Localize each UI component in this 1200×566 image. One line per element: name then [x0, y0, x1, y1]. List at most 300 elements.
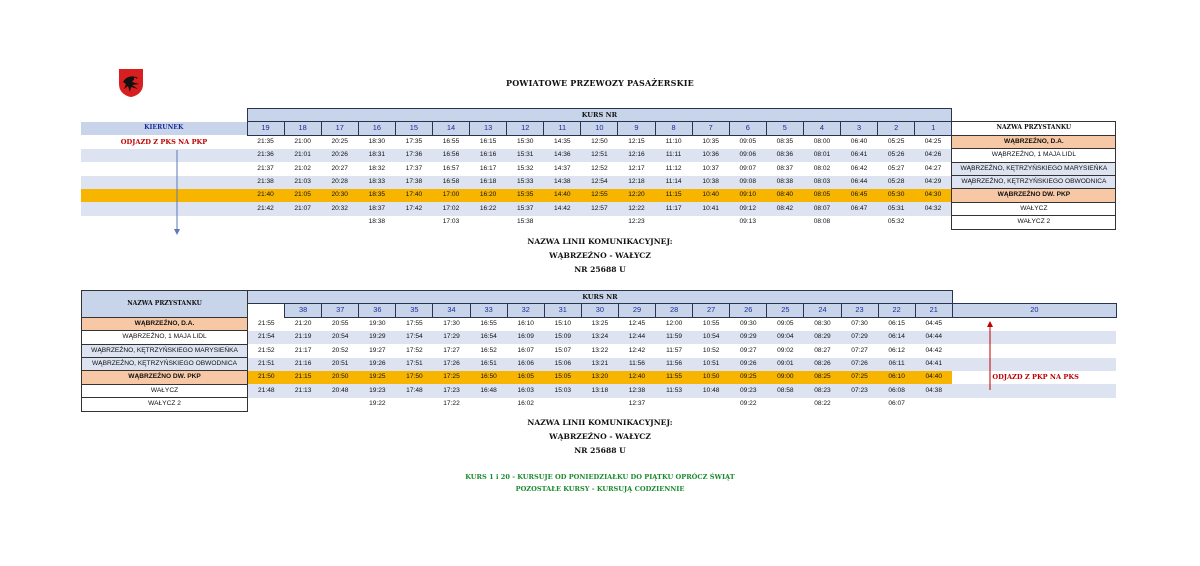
- course-number: 3: [841, 122, 878, 135]
- time-cell: 16:17: [479, 164, 497, 172]
- course-number: 28: [656, 304, 693, 317]
- line-number: NR 25688 U: [574, 265, 626, 274]
- time-cell: 21:36: [247, 149, 284, 162]
- time-cell: 08:00: [813, 138, 831, 146]
- time-cell: 10:41: [692, 202, 729, 215]
- table-row: [81, 176, 1116, 189]
- time-cell: [581, 216, 618, 229]
- time-cell: 10:36: [692, 149, 729, 162]
- time-cell: 16:03: [507, 384, 544, 397]
- time-cell: [544, 216, 581, 229]
- stop-name: WĄBRZEŹNO, KĘTRZYŃSKIEGO MARYSIEŃKA: [82, 344, 248, 357]
- time-cell: 08:42: [766, 202, 803, 215]
- course-number: 29: [618, 304, 655, 317]
- course-number: 23: [841, 304, 878, 317]
- course-number: 38: [285, 304, 322, 317]
- time-cell: 05:28: [878, 176, 915, 189]
- course-number: 30: [581, 304, 618, 317]
- course-number: 2: [878, 122, 915, 135]
- time-cell: 06:44: [841, 176, 878, 189]
- time-cell: 09:01: [767, 358, 804, 371]
- time-cell: 21:00: [294, 138, 311, 146]
- time-cell: 17:27: [443, 346, 460, 354]
- time-cell: 13:22: [591, 346, 609, 354]
- direction-cell: [81, 162, 247, 175]
- course-number: 17: [321, 122, 358, 135]
- direction-cell: [81, 176, 247, 189]
- table-row: [81, 162, 1116, 175]
- time-cell: 21:17: [294, 346, 312, 354]
- time-cell: 04:32: [915, 202, 952, 215]
- time-cell: 07:23: [841, 384, 878, 397]
- time-cell: 11:56: [618, 358, 655, 371]
- time-cell: 16:09: [507, 331, 544, 344]
- course-number: 36: [359, 304, 396, 317]
- time-cell: 09:05: [739, 138, 757, 146]
- time-cell: 06:40: [850, 138, 868, 146]
- course-number: 27: [693, 304, 730, 317]
- time-cell: 08:38: [766, 176, 803, 189]
- time-cell: [285, 398, 322, 411]
- time-cell: 05:27: [887, 164, 905, 172]
- table-row: [81, 135, 1116, 148]
- time-cell: 08:37: [776, 164, 794, 172]
- table-row: [82, 344, 1117, 357]
- time-cell: 08:25: [804, 371, 841, 384]
- time-cell: 08:07: [803, 202, 840, 215]
- time-cell: 04:41: [915, 358, 952, 371]
- time-cell: 20:51: [322, 358, 359, 371]
- time-cell: 08:58: [767, 384, 804, 397]
- time-cell: 08:40: [766, 189, 803, 202]
- timetable-1: [81, 108, 1116, 230]
- note-other-courses: POZOSTAŁE KURSY - KURSUJĄ CODZIENNIE: [515, 485, 685, 493]
- time-cell: 15:06: [544, 358, 581, 371]
- direction-cell: [952, 331, 1116, 344]
- course-number: 5: [766, 122, 803, 135]
- time-cell: 19:25: [359, 371, 396, 384]
- direction-label: ODJAZD Z PKP NA PKS: [952, 371, 1116, 384]
- time-cell: 09:26: [730, 358, 767, 371]
- direction-cell: [81, 202, 247, 215]
- time-cell: 12:20: [618, 189, 655, 202]
- time-cell: 18:30: [368, 138, 386, 146]
- timetable-2: [81, 290, 1117, 412]
- time-cell: [766, 216, 803, 229]
- course-number: 4: [803, 122, 840, 135]
- time-cell: 04:38: [915, 384, 952, 397]
- line-label: NAZWA LINII KOMUNIKACYJNEJ:: [527, 237, 673, 246]
- time-cell: 04:42: [925, 346, 943, 354]
- time-cell: 15:30: [516, 138, 534, 146]
- time-cell: 21:01: [284, 149, 321, 162]
- time-cell: 20:25: [331, 138, 348, 146]
- time-cell: 16:51: [470, 358, 507, 371]
- time-cell: 12:42: [628, 346, 646, 354]
- time-cell: 06:42: [850, 164, 868, 172]
- time-cell: 12:37: [618, 398, 655, 411]
- time-cell: 06:47: [841, 202, 878, 215]
- stop-name: WĄBRZEŹNO, D.A.: [952, 135, 1116, 148]
- time-cell: 17:52: [406, 346, 423, 354]
- time-cell: 06:07: [878, 398, 915, 411]
- time-cell: 11:11: [655, 149, 692, 162]
- course-number: 26: [730, 304, 767, 317]
- time-cell: 08:03: [803, 176, 840, 189]
- time-cell: 17:54: [396, 331, 433, 344]
- time-cell: 20:30: [321, 189, 358, 202]
- time-cell: 17:55: [406, 320, 423, 328]
- time-cell: 12:15: [628, 138, 645, 146]
- time-cell: 11:15: [655, 189, 692, 202]
- time-cell: 17:36: [395, 149, 432, 162]
- stop-name: WĄBRZEŹNO, 1 MAJA LIDL: [952, 149, 1116, 162]
- time-cell: 05:25: [887, 138, 905, 146]
- time-cell: [841, 216, 878, 229]
- time-cell: 12:00: [665, 320, 683, 328]
- line-name: WĄBRZEŹNO - WAŁYCZ: [549, 251, 651, 260]
- time-cell: 09:04: [767, 331, 804, 344]
- course-number: 34: [433, 304, 470, 317]
- time-cell: 16:05: [507, 371, 544, 384]
- kurs-nr-header: KURS NR: [248, 291, 953, 304]
- time-cell: 12:17: [628, 164, 645, 172]
- time-cell: 09:30: [740, 320, 757, 328]
- time-cell: 04:30: [915, 189, 952, 202]
- course-number: 18: [284, 122, 321, 135]
- time-cell: 15:37: [507, 202, 544, 215]
- time-cell: 10:38: [692, 176, 729, 189]
- time-cell: 12:44: [618, 331, 655, 344]
- time-cell: 04:27: [924, 164, 942, 172]
- time-cell: 21:05: [284, 189, 321, 202]
- course-number: 13: [470, 122, 507, 135]
- time-cell: 09:02: [777, 346, 794, 354]
- time-cell: 12:38: [618, 384, 655, 397]
- time-cell: 12:23: [618, 216, 655, 229]
- time-cell: 17:35: [405, 138, 423, 146]
- time-cell: 15:35: [507, 189, 544, 202]
- time-cell: [284, 216, 321, 229]
- stop-name: WĄBRZEŹNO DW. PKP: [952, 189, 1116, 202]
- time-cell: 14:38: [544, 176, 581, 189]
- time-cell: 10:35: [702, 138, 719, 146]
- time-cell: 06:08: [878, 384, 915, 397]
- time-cell: 10:48: [693, 384, 730, 397]
- time-cell: 15:07: [554, 346, 572, 354]
- time-cell: [321, 216, 358, 229]
- time-cell: 05:30: [878, 189, 915, 202]
- time-cell: 05:31: [878, 202, 915, 215]
- time-cell: 06:15: [888, 320, 905, 328]
- table-row: [82, 358, 1117, 371]
- time-cell: 04:45: [925, 320, 943, 328]
- time-cell: 20:26: [321, 149, 358, 162]
- time-cell: 09:22: [730, 398, 767, 411]
- time-cell: 21:50: [248, 371, 285, 384]
- time-cell: 15:05: [544, 371, 581, 384]
- time-cell: 06:11: [878, 358, 915, 371]
- time-cell: [544, 398, 581, 411]
- course-number: 22: [878, 304, 915, 317]
- time-cell: 16:52: [480, 346, 497, 354]
- time-cell: 09:07: [739, 164, 757, 172]
- course-number: 9: [618, 122, 655, 135]
- time-cell: 12:18: [618, 176, 655, 189]
- time-cell: 08:36: [766, 149, 803, 162]
- course-number: 19: [247, 122, 284, 135]
- direction-header: KIERUNEK: [81, 122, 247, 135]
- table-row: [82, 331, 1117, 344]
- direction-cell: [952, 317, 1116, 330]
- time-cell: 16:10: [517, 320, 534, 328]
- time-cell: 14:42: [544, 202, 581, 215]
- line-number: NR 25688 U: [574, 446, 626, 455]
- time-cell: 08:30: [814, 320, 831, 328]
- time-cell: [395, 216, 432, 229]
- time-cell: 20:55: [331, 320, 349, 328]
- time-cell: 09:29: [730, 331, 767, 344]
- time-cell: 05:26: [878, 149, 915, 162]
- table-row: [81, 202, 1116, 215]
- time-cell: 16:07: [517, 346, 534, 354]
- line-name: WĄBRZEŹNO - WAŁYCZ: [549, 432, 651, 441]
- time-cell: 10:40: [692, 189, 729, 202]
- stop-name: WĄBRZEŹNO, KĘTRZYŃSKIEGO OBWODNICA: [952, 176, 1116, 189]
- down-arrow-icon: [172, 150, 182, 236]
- time-cell: [470, 216, 507, 229]
- time-cell: 08:01: [803, 149, 840, 162]
- stops-header: NAZWA PRZYSTANKU: [952, 122, 1116, 135]
- table-row: [82, 371, 1117, 384]
- time-cell: 17:38: [395, 176, 432, 189]
- time-cell: 07:27: [851, 346, 868, 354]
- time-cell: [247, 216, 284, 229]
- time-cell: 17:30: [443, 320, 460, 328]
- time-cell: 21:03: [284, 176, 321, 189]
- direction-cell: [952, 344, 1116, 357]
- stops-header: NAZWA PRZYSTANKU: [82, 291, 248, 318]
- time-cell: 13:21: [581, 358, 618, 371]
- course-number: 7: [692, 122, 729, 135]
- time-cell: 12:16: [618, 149, 655, 162]
- course-number: 25: [767, 304, 804, 317]
- time-cell: 16:57: [442, 164, 460, 172]
- time-cell: 09:23: [730, 384, 767, 397]
- time-cell: 11:57: [666, 346, 683, 354]
- note-course-1-20: KURS 1 i 20 - KURSUJE OD PONIEDZIAŁKU DO PIĄTKU OPRÓCZ ŚWIĄT: [465, 473, 735, 481]
- course-number: 32: [507, 304, 544, 317]
- time-cell: 19:26: [359, 358, 396, 371]
- time-cell: 04:40: [915, 371, 952, 384]
- stop-name: WAŁYCZ: [82, 384, 248, 397]
- course-number: 8: [655, 122, 692, 135]
- time-cell: 09:05: [777, 320, 794, 328]
- time-cell: 12:51: [581, 149, 618, 162]
- time-cell: 20:27: [331, 164, 348, 172]
- time-cell: 20:54: [322, 331, 359, 344]
- time-cell: 11:59: [656, 331, 693, 344]
- time-cell: 19:22: [359, 398, 396, 411]
- time-cell: 21:55: [258, 319, 275, 327]
- time-cell: 18:31: [358, 149, 395, 162]
- time-cell: 14:35: [554, 138, 571, 146]
- time-cell: 06:12: [888, 346, 905, 354]
- time-cell: 08:08: [803, 216, 840, 229]
- kurs-nr-header: KURS NR: [247, 109, 952, 122]
- direction-cell: [81, 149, 247, 162]
- stop-name: WĄBRZEŹNO, D.A.: [82, 317, 248, 330]
- time-cell: 17:22: [433, 398, 470, 411]
- time-cell: 12:22: [618, 202, 655, 215]
- time-cell: 19:30: [369, 320, 386, 328]
- time-cell: 21:02: [294, 164, 311, 172]
- time-cell: [655, 216, 692, 229]
- time-cell: 06:41: [841, 149, 878, 162]
- direction-label: ODJAZD Z PKS NA PKP: [81, 135, 247, 148]
- course-number: 35: [396, 304, 433, 317]
- stop-name: WĄBRZEŹNO, KĘTRZYŃSKIEGO MARYSIEŃKA: [952, 162, 1116, 175]
- time-cell: 11:10: [665, 138, 682, 146]
- time-cell: 04:25: [924, 138, 942, 146]
- time-cell: 16:58: [432, 176, 469, 189]
- time-cell: 12:52: [591, 164, 608, 172]
- time-cell: 19:29: [359, 331, 396, 344]
- time-cell: 17:37: [405, 164, 423, 172]
- time-cell: 17:51: [396, 358, 433, 371]
- time-cell: 16:54: [470, 331, 507, 344]
- time-cell: 16:15: [479, 138, 497, 146]
- time-cell: 09:12: [729, 202, 766, 215]
- time-cell: 21:13: [285, 384, 322, 397]
- time-cell: 15:38: [507, 216, 544, 229]
- course-number: 1: [915, 122, 952, 135]
- time-cell: 08:26: [804, 358, 841, 371]
- time-cell: 17:25: [433, 371, 470, 384]
- course-number: 33: [470, 304, 507, 317]
- time-cell: 21:51: [248, 358, 285, 371]
- time-cell: 12:57: [581, 202, 618, 215]
- time-cell: 17:50: [396, 371, 433, 384]
- time-cell: 08:02: [813, 164, 831, 172]
- time-cell: 13:25: [591, 320, 609, 328]
- time-cell: 08:35: [776, 138, 794, 146]
- time-cell: 04:29: [915, 176, 952, 189]
- time-cell: [767, 398, 804, 411]
- time-cell: 18:32: [368, 164, 386, 172]
- time-cell: 14:37: [554, 164, 571, 172]
- time-cell: 17:29: [433, 331, 470, 344]
- time-cell: 09:10: [729, 189, 766, 202]
- time-cell: 10:55: [702, 320, 720, 328]
- time-cell: [841, 398, 878, 411]
- time-cell: 20:32: [321, 202, 358, 215]
- time-cell: 10:50: [693, 371, 730, 384]
- time-cell: [396, 398, 433, 411]
- time-cell: 07:26: [841, 358, 878, 371]
- time-cell: 17:40: [395, 189, 432, 202]
- time-cell: 16:22: [470, 202, 507, 215]
- time-cell: 17:00: [432, 189, 469, 202]
- time-cell: 20:52: [331, 346, 349, 354]
- time-cell: 21:07: [284, 202, 321, 215]
- line-label: NAZWA LINII KOMUNIKACYJNEJ:: [527, 418, 673, 427]
- time-cell: 21:35: [257, 138, 274, 146]
- direction-cell: [952, 358, 1116, 371]
- course-number: 10: [581, 122, 618, 135]
- time-cell: [581, 398, 618, 411]
- time-cell: [915, 216, 952, 229]
- time-cell: 16:56: [432, 149, 469, 162]
- time-cell: 09:27: [740, 346, 757, 354]
- time-cell: 06:14: [878, 331, 915, 344]
- stop-name: WAŁYCZ 2: [82, 398, 248, 411]
- time-cell: 17:02: [432, 202, 469, 215]
- time-cell: [692, 216, 729, 229]
- table-row: [81, 189, 1116, 202]
- course-number: 16: [358, 122, 395, 135]
- time-cell: 06:45: [841, 189, 878, 202]
- course-number: 14: [432, 122, 469, 135]
- time-cell: 13:20: [581, 371, 618, 384]
- time-cell: 08:22: [804, 398, 841, 411]
- time-cell: 15:09: [544, 331, 581, 344]
- course-number: 20: [952, 304, 1116, 317]
- time-cell: 21:52: [258, 346, 275, 354]
- time-cell: 04:26: [915, 149, 952, 162]
- time-cell: 16:50: [470, 371, 507, 384]
- time-cell: 07:25: [841, 371, 878, 384]
- up-arrow-icon: [985, 320, 995, 390]
- time-cell: 05:32: [878, 216, 915, 229]
- time-cell: 13:18: [581, 384, 618, 397]
- time-cell: 16:48: [470, 384, 507, 397]
- table-row: [82, 398, 1117, 411]
- time-cell: 12:54: [581, 176, 618, 189]
- time-cell: 10:37: [702, 164, 719, 172]
- time-cell: 21:15: [285, 371, 322, 384]
- time-cell: 11:12: [665, 164, 682, 172]
- time-cell: 15:32: [516, 164, 534, 172]
- direction-cell: [952, 398, 1116, 411]
- time-cell: [248, 398, 285, 411]
- time-cell: 18:35: [358, 189, 395, 202]
- table-row: [82, 317, 1117, 330]
- time-cell: 17:23: [433, 384, 470, 397]
- time-cell: 07:30: [851, 320, 868, 328]
- time-cell: 14:40: [544, 189, 581, 202]
- time-cell: 08:27: [814, 346, 831, 354]
- course-number: 37: [322, 304, 359, 317]
- time-cell: 11:55: [656, 371, 693, 384]
- time-cell: 09:13: [729, 216, 766, 229]
- time-cell: 17:26: [433, 358, 470, 371]
- time-cell: 20:50: [322, 371, 359, 384]
- time-cell: 16:02: [507, 398, 544, 411]
- time-cell: 20:28: [321, 176, 358, 189]
- page-title: POWIATOWE PRZEWOZY PASAŻERSKIE: [506, 78, 694, 88]
- course-number: 12: [507, 122, 544, 135]
- time-cell: 16:55: [480, 320, 497, 328]
- time-cell: [656, 398, 693, 411]
- time-cell: 21:38: [247, 176, 284, 189]
- direction-cell: [81, 216, 247, 229]
- table-row: [81, 216, 1116, 229]
- time-cell: 11:17: [655, 202, 692, 215]
- course-number: 24: [804, 304, 841, 317]
- stop-name: WĄBRZEŹNO DW. PKP: [82, 371, 248, 384]
- time-cell: 11:56: [656, 358, 693, 371]
